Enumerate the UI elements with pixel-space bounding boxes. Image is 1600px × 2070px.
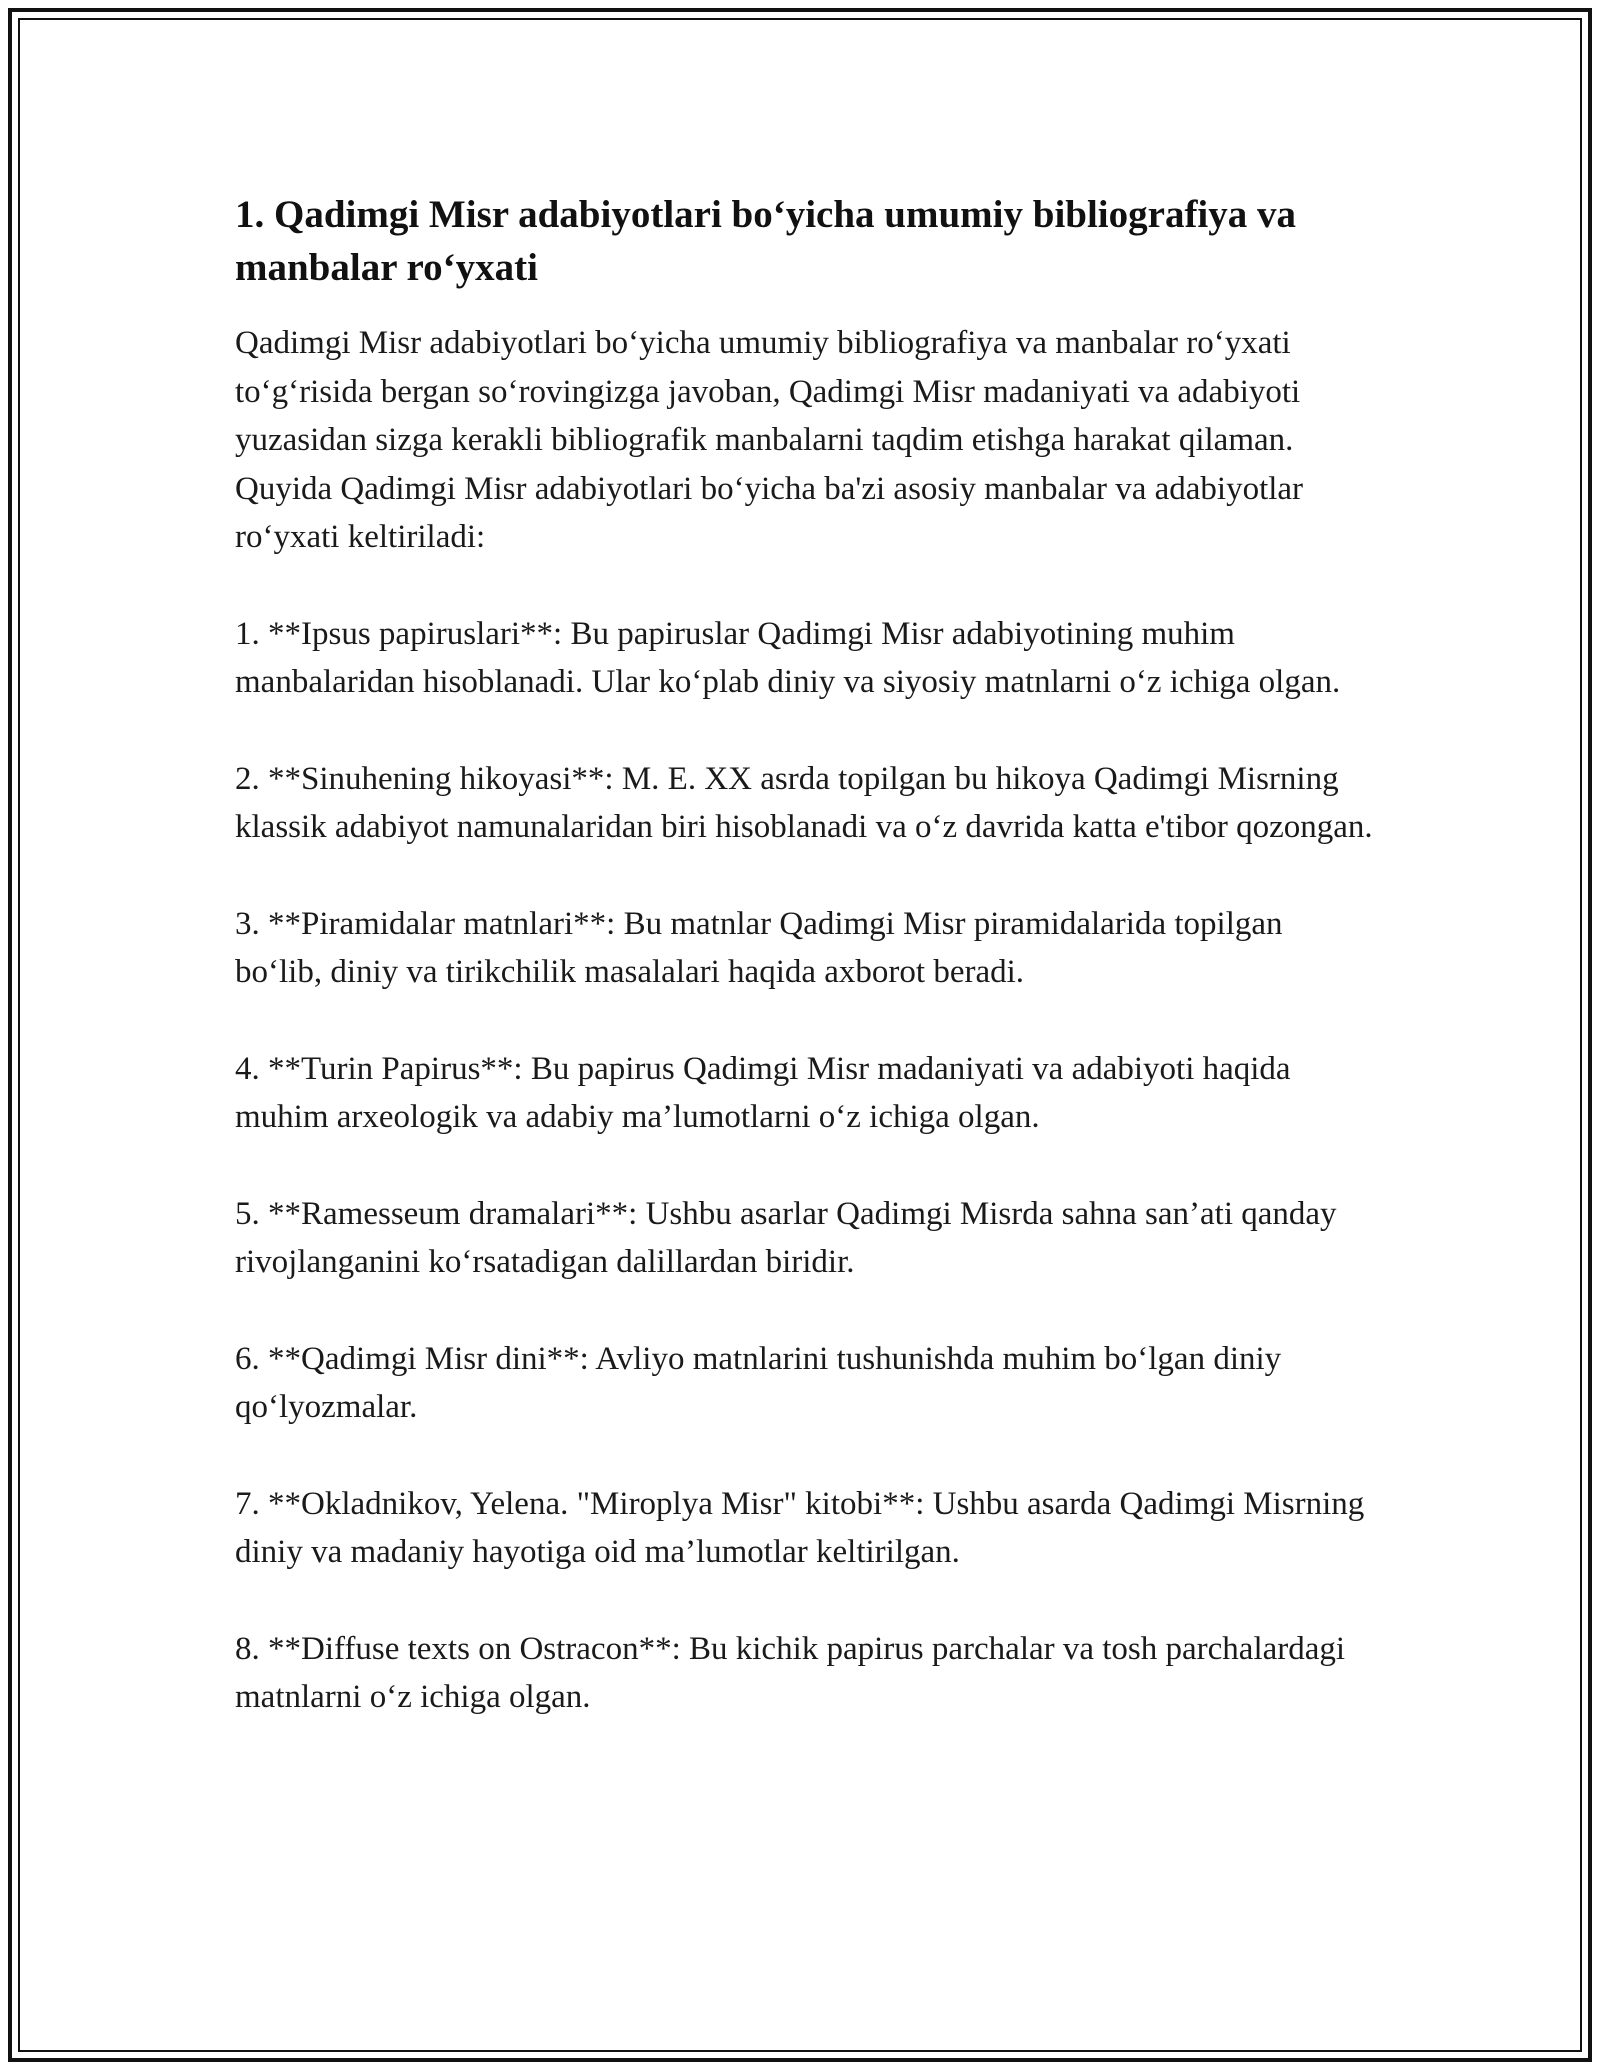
list-item: 6. **Qadimgi Misr dini**: Avliyo matnlarini tushunishda muhim bo‘lgan diniy qo‘lyozmalar. — [235, 1340, 1282, 1425]
list-item: 1. **Ipsus papiruslari**: Bu papiruslar Qadimgi Misr adabiyotining muhim manbalaridan hisoblanadi. Ular ko‘plab diniy va siyosiy matnlarni o‘z ichiga olgan. — [235, 615, 1341, 700]
list-item: 2. **Sinuhening hikoyasi**: M. E. XX asrda topilgan bu hikoya Qadimgi Misrning klassik adabiyot namunalaridan biri hisoblanadi va o‘z davrida katta e'tibor qozongan. — [235, 760, 1373, 845]
document-title: 1. Qadimgi Misr adabiyotlari bo‘yicha umumiy bibliografiya va manbalar ro‘yxati — [235, 193, 1297, 289]
list-item: 8. **Diffuse texts on Ostracon**: Bu kichik papirus parchalar va tosh parchalardagi matnlarni o‘z ichiga olgan. — [235, 1630, 1346, 1715]
intro-paragraph: Qadimgi Misr adabiyotlari bo‘yicha umumiy bibliografiya va manbalar ro‘yxati to‘g‘risida bergan so‘rovingizga javoban, Qadimgi Misr madaniyati va adabiyoti yuzasidan sizga kerakli bibliografik manbalarni taqdim etishga harakat qilaman. Quyida Qadimgi Misr adabiyotlari bo‘yicha ba'zi asosiy manbalar va adabiyotlar ro‘yxati keltiriladi: — [235, 325, 1304, 555]
document-body — [235, 188, 1375, 1770]
list-item: 4. **Turin Papirus**: Bu papirus Qadimgi Misr madaniyati va adabiyoti haqida muhim arxeologik va adabiy ma’lumotlarni o‘z ichiga olgan. — [235, 1050, 1291, 1135]
list-item: 3. **Piramidalar matnlari**: Bu matnlar Qadimgi Misr piramidalarida topilgan bo‘lib, diniy va tirikchilik masalalari haqida axborot beradi. — [235, 905, 1283, 990]
list-item: 7. **Okladnikov, Yelena. "Miroplya Misr" kitobi**: Ushbu asarda Qadimgi Misrning diniy va madaniy hayotiga oid ma’lumotlar keltirilgan. — [235, 1485, 1365, 1570]
list-item: 5. **Ramesseum dramalari**: Ushbu asarlar Qadimgi Misrda sahna san’ati qanday rivojlanganini ko‘rsatadigan dalillardan biridir. — [235, 1195, 1337, 1280]
